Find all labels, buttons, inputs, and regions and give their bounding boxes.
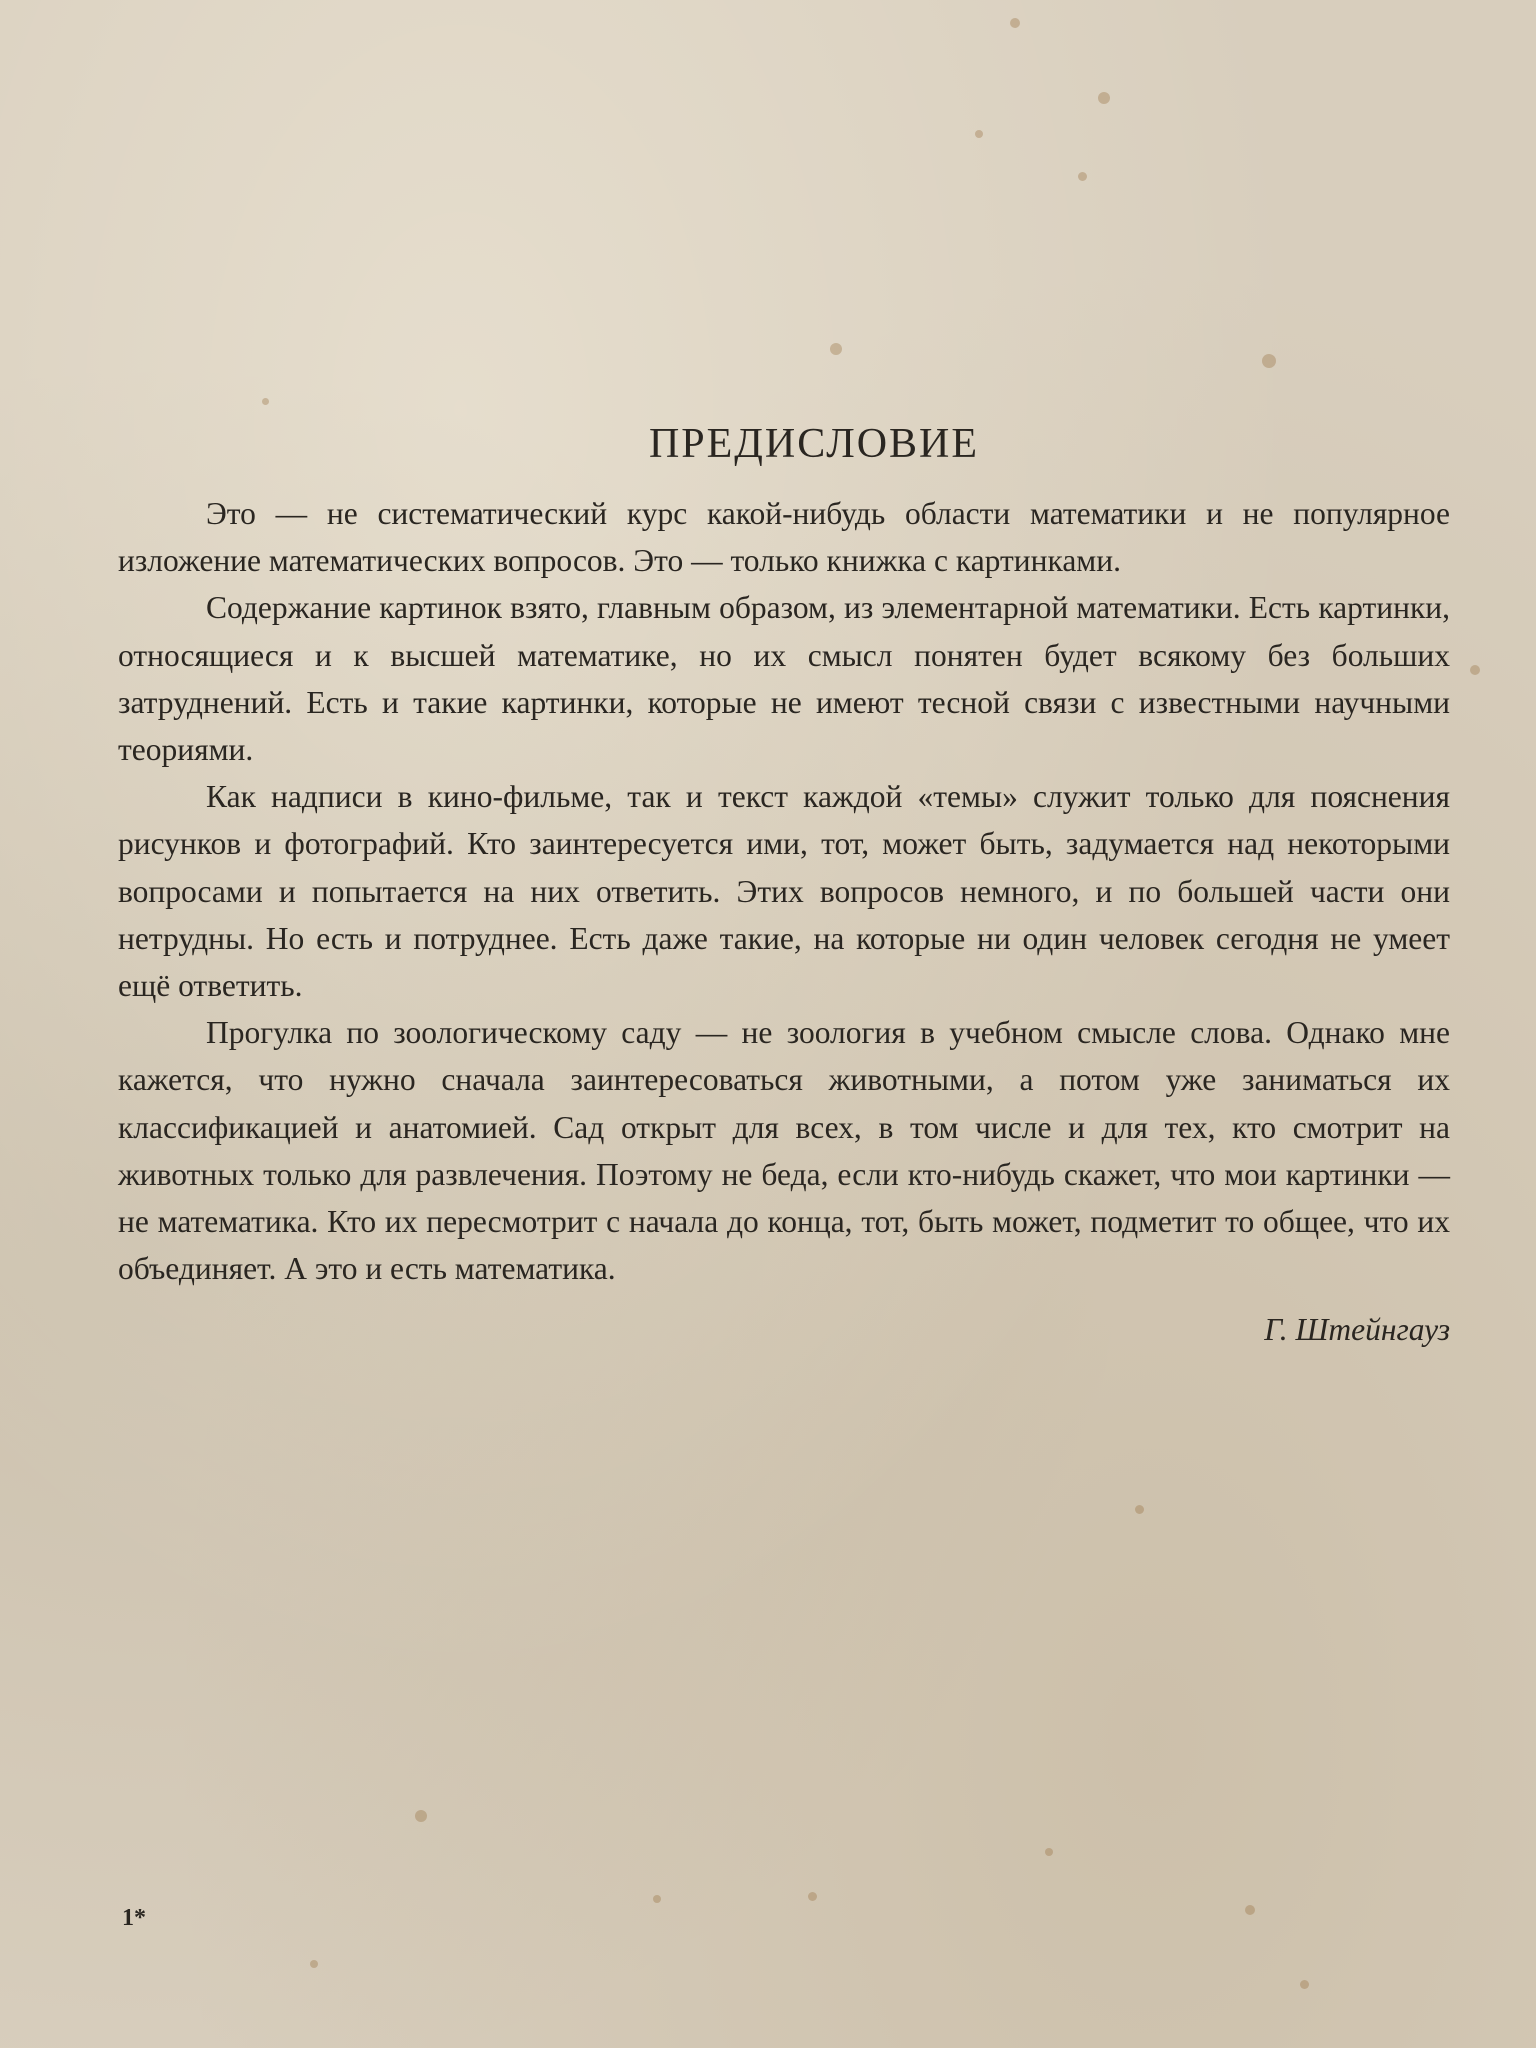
paper-speck (1300, 1980, 1309, 1989)
paper-speck (262, 398, 269, 405)
paper-speck (653, 1895, 661, 1903)
paper-speck (808, 1892, 817, 1901)
paper-speck (1245, 1905, 1255, 1915)
paper-speck (1470, 665, 1480, 675)
preface-page (118, 420, 1450, 1348)
author-signature: Г. Штейнгауз (1264, 1312, 1450, 1348)
page-title: ПРЕДИСЛОВИЕ (648, 421, 980, 467)
preface-paragraph-3: Как надписи в кино-фильме, так и текст каждой «темы» служит только для пояснения рисунков и фотографий. Кто заинтересуется ими, тот, может быть, задумается над некоторыми вопросами и попытается на них ответить. Этих вопросов немного, и по большей части они нетрудны. Но есть и потруднее. Есть даже такие, на которые ни один человек сегодня не умеет ещё ответить. (118, 779, 1450, 1004)
page-number: 1* (122, 1905, 146, 1931)
paper-speck (415, 1810, 427, 1822)
paper-speck (1045, 1848, 1053, 1856)
paper-speck (1010, 18, 1020, 28)
paper-speck (1098, 92, 1110, 104)
paper-speck (975, 130, 983, 138)
paper-speck (1135, 1505, 1144, 1514)
preface-paragraph-2: Содержание картинок взято, главным образом, из элементарной математики. Есть картинки, относящиеся и к высшей математике, но их смысл понятен будет всякому без больших затруднений. Есть и такие картинки, которые не имеют тесной связи с известными научными теориями. (118, 590, 1450, 768)
paper-speck (1078, 172, 1087, 181)
preface-paragraph-1: Это — не систематический курс какой-нибудь области математики и не популярное изложение математических вопросов. Это — только книжка с картинками. (118, 496, 1450, 579)
preface-paragraph-4: Прогулка по зоологическому саду — не зоология в учебном смысле слова. Однако мне кажется, что нужно сначала заинтересоваться животными, а потом уже заниматься их классификацией и анатомией. Сад открыт для всех, в том числе и для тех, кто смотрит на животных только для развлечения. Поэтому не беда, если кто-нибудь скажет, что мои картинки — не математика. Кто их пересмотрит с начала до конца, тот, быть может, подметит то общее, что их объединяет. А это и есть математика. (118, 1015, 1450, 1287)
paper-speck (830, 343, 842, 355)
paper-speck (1262, 354, 1276, 368)
paper-speck (310, 1960, 318, 1968)
